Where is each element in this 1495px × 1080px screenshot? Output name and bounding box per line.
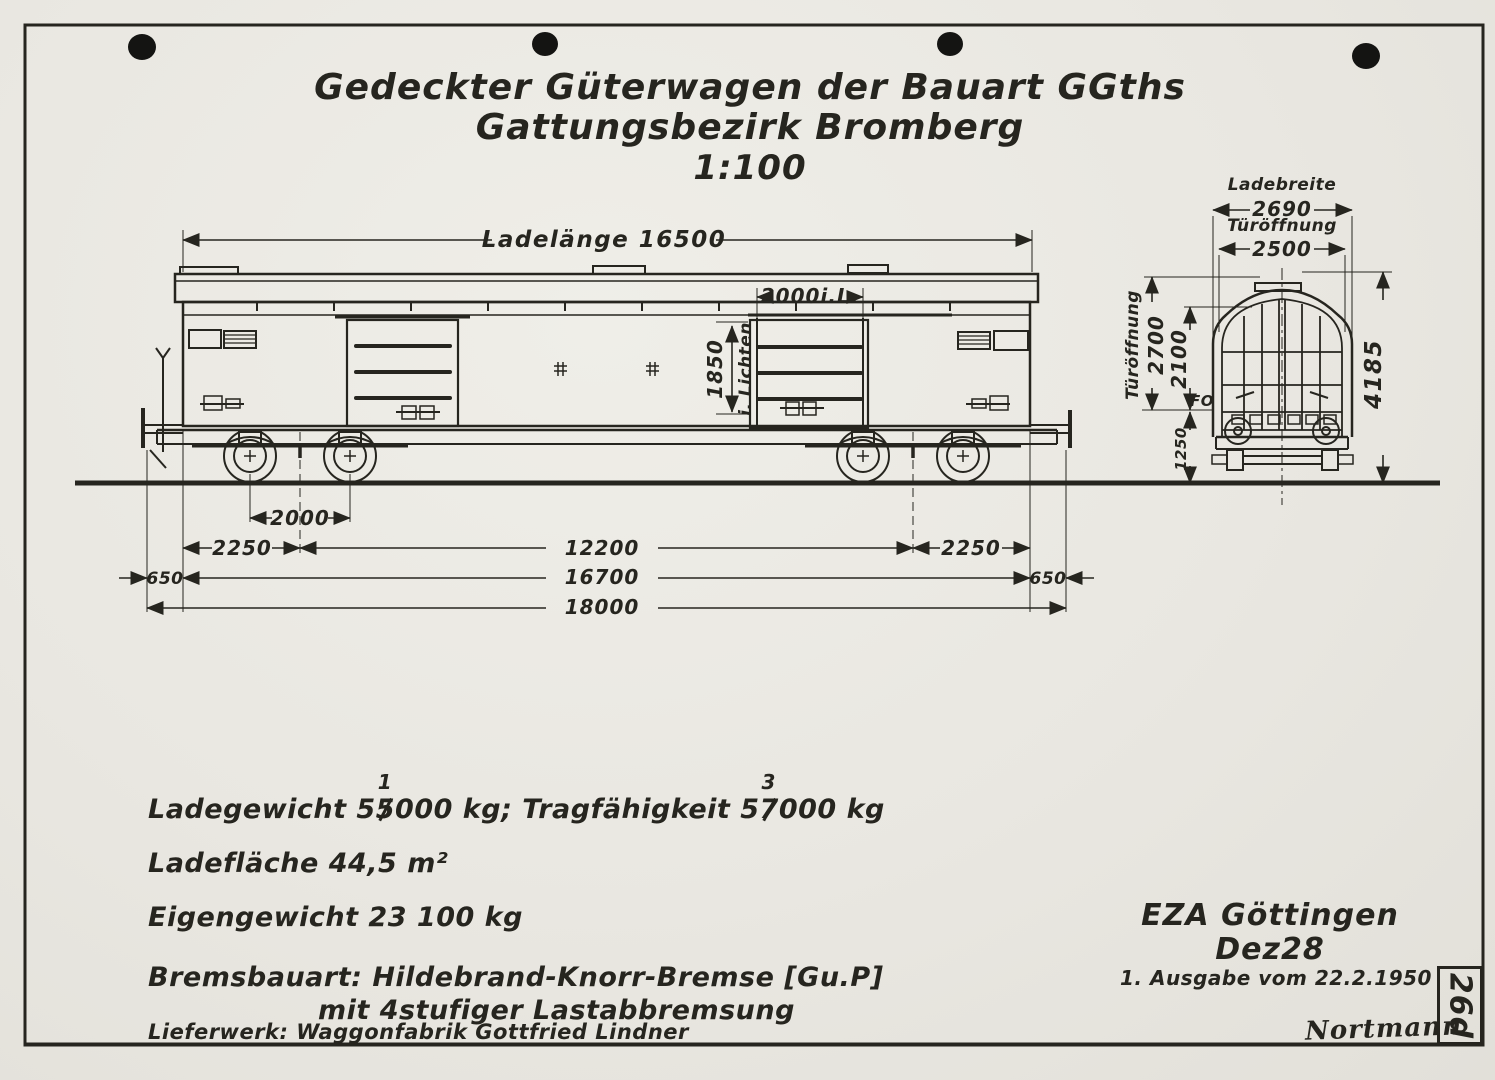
label-tueroeffnung-height: Türöffnung — [1123, 290, 1143, 400]
label-floor-level: FO — [1190, 392, 1214, 410]
tragfaehigkeit-struck-digit: 7 — [759, 794, 779, 825]
dim-total-height: 4185 — [1361, 338, 1387, 410]
dim-floor-height: 1250 — [1172, 427, 1190, 471]
title-scale: 1:100 — [693, 148, 807, 188]
label-tueroeffnung-width: Türöffnung — [1227, 216, 1337, 236]
title-line-1: Gedeckter Güterwagen der Bauart GGths — [314, 67, 1186, 108]
drawing-title — [300, 68, 1200, 188]
big-door-rails — [758, 347, 861, 399]
dim-overhang-right: 2250 — [941, 536, 1001, 560]
ladegewicht-prefix: Ladegewicht 5 — [148, 794, 376, 825]
note-ladeflaeche: Ladefläche 44,5 m² — [148, 848, 449, 879]
title-line-2: Gattungsbezirk Bromberg — [475, 107, 1025, 148]
dim-length-over-buffers: 18000 — [564, 595, 640, 619]
dim-overhang-left: 2250 — [212, 536, 272, 560]
punch-holes — [128, 32, 1380, 69]
tragfaehigkeit-correction: 3 — [761, 770, 776, 794]
punch-hole-icon — [1352, 43, 1380, 69]
dim-door-width: 2000i.L. — [760, 284, 860, 308]
dim-ladebreite: 2690 — [1252, 197, 1312, 221]
dim-inner-height: 2100 — [1167, 329, 1191, 389]
left-door-rails — [356, 346, 450, 398]
signature: Nortmann — [1304, 1011, 1463, 1047]
ladegewicht-correction: 1 — [377, 770, 393, 794]
dim-tueroeffnung-width: 2500 — [1252, 237, 1312, 261]
title-block-office: EZA Göttingen — [1141, 898, 1399, 933]
note-lieferwerk: Lieferwerk: Waggonfabrik Gottfried Lindner — [148, 1020, 689, 1044]
title-block-edition: 1. Ausgabe vom 22.2.1950 — [1120, 966, 1432, 990]
ladegewicht-mid: 000 kg; Tragfähigkeit 5 — [395, 794, 760, 825]
note-bremsbauart-line2: mit 4stufiger Lastabbremsung — [318, 995, 795, 1026]
end-hardware — [200, 396, 1010, 410]
label-ladebreite: Ladebreite — [1227, 175, 1337, 195]
punch-hole-icon — [128, 34, 156, 60]
ladegewicht-correction-group — [375, 770, 396, 825]
dim-buffer-right: 650 — [1029, 569, 1067, 589]
sheet-number: 26d — [1442, 972, 1478, 1039]
side-view-drawing — [143, 265, 1070, 468]
note-ladegewicht — [148, 770, 885, 825]
sheet-number-box — [1437, 966, 1483, 1045]
dim-door-height-suffix: i. Lichten — [736, 322, 756, 416]
ladegewicht-struck-digit: 5 — [375, 794, 396, 825]
punch-hole-icon — [937, 32, 963, 56]
title-block-date: Dez28 — [1215, 932, 1325, 967]
ladegewicht-suffix: 000 kg — [778, 794, 885, 825]
tragfaehigkeit-correction-group — [759, 770, 779, 825]
note-bremsbauart-line1: Bremsbauart: Hildebrand-Knorr-Bremse [Gu.P] — [148, 962, 884, 993]
dim-bogie-distance: 12200 — [564, 536, 640, 560]
dim-door-height: 1850 — [703, 339, 727, 399]
dim-ladelaenge: Ladelänge 16500 — [481, 227, 727, 253]
dim-axle-spacing: 2000 — [270, 506, 330, 530]
dim-tueroeffnung-height: 2700 — [1144, 315, 1168, 375]
dim-length-headstocks: 16700 — [564, 565, 640, 589]
dim-buffer-left: 650 — [146, 569, 184, 589]
wall-handles — [554, 362, 659, 376]
end-view-drawing — [1212, 268, 1353, 505]
note-eigengewicht: Eigengewicht 23 100 kg — [148, 902, 523, 933]
punch-hole-icon — [532, 32, 558, 56]
